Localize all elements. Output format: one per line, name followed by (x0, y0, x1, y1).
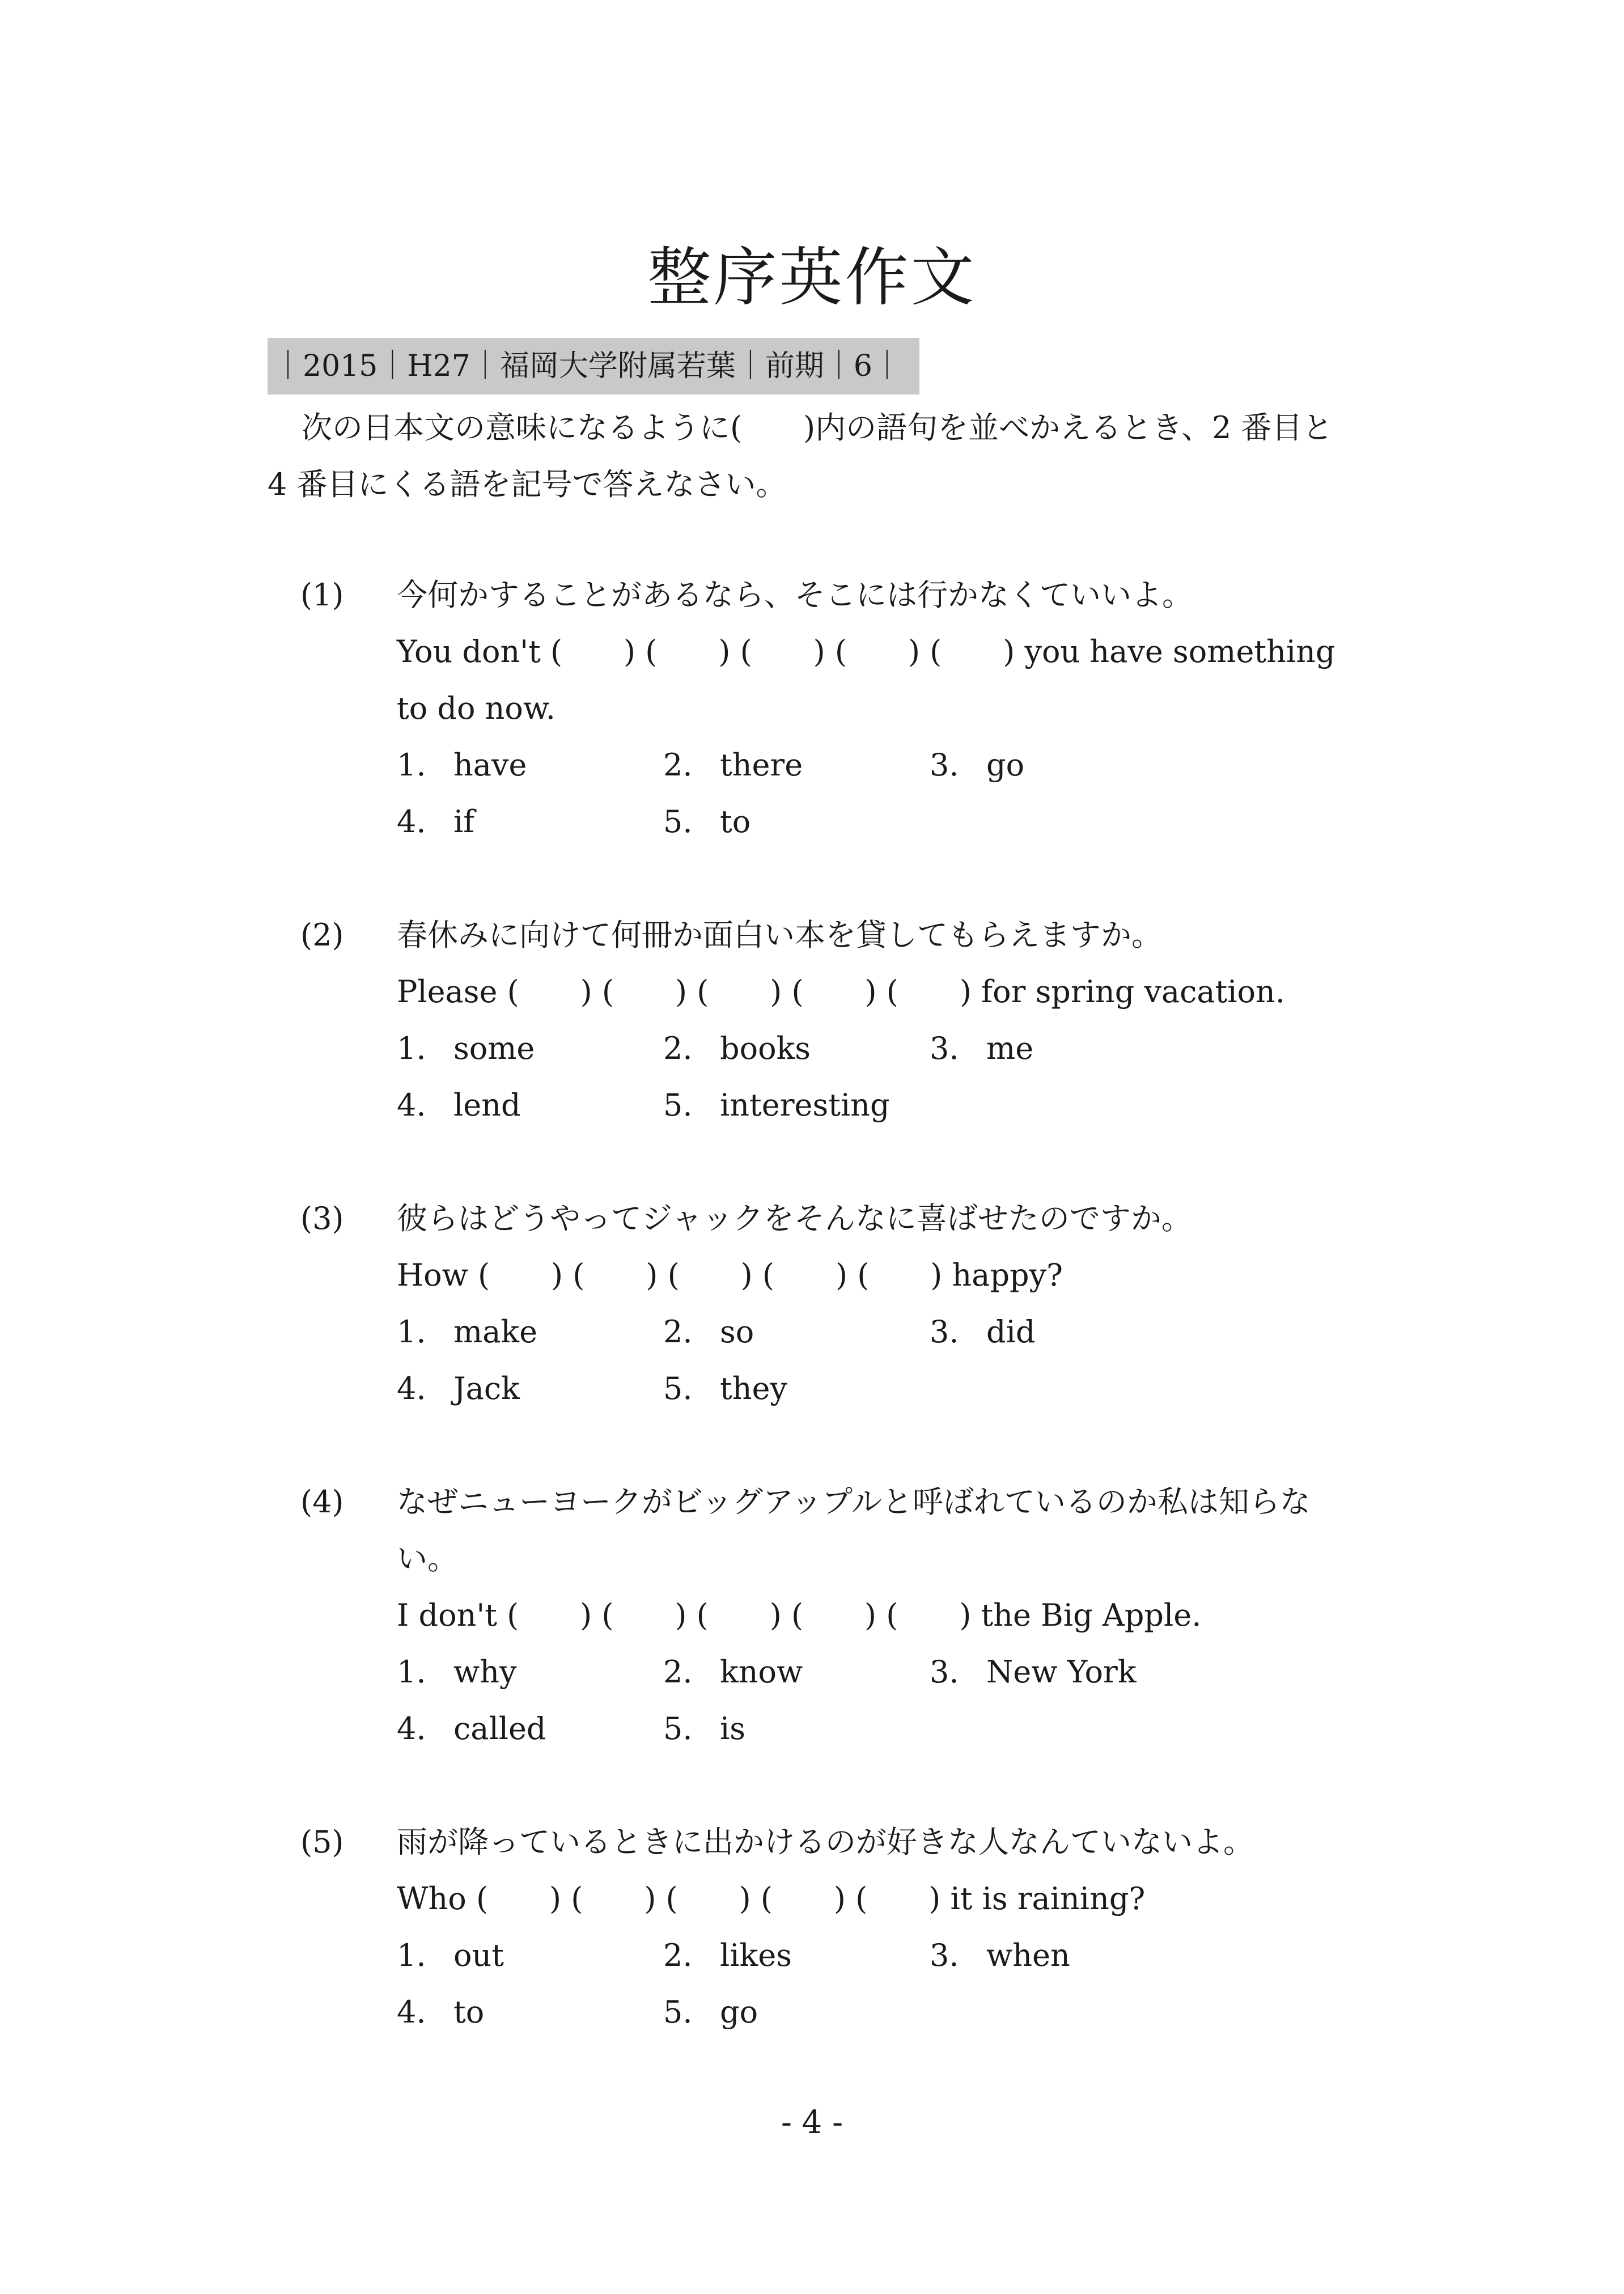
choice-word: interesting (720, 1087, 890, 1123)
choice-item (397, 1927, 663, 1984)
choice-item (663, 1020, 930, 1077)
question-english: Who ( ) ( ) ( ) ( ) ( ) it is raining? (397, 1881, 1146, 1916)
choice-number: 5. (663, 1371, 693, 1406)
question-japanese: 今何かすることがあるなら、そこには行かなくていいよ。 (397, 577, 1193, 613)
question-english: You don't ( ) ( ) ( ) ( ) ( ) you have something to do now. (397, 634, 1345, 726)
choice-number: 3. (930, 1654, 959, 1690)
choice-item (397, 1644, 663, 1701)
choice-number: 1. (397, 747, 426, 783)
choice-item (663, 1644, 930, 1701)
choice-word: out (453, 1937, 504, 1973)
choice-number: 1. (397, 1031, 426, 1066)
choice-item (663, 794, 930, 850)
choice-number: 4. (397, 1371, 426, 1406)
choice-word: so (720, 1314, 754, 1350)
choice-item (930, 1927, 1196, 1984)
choice-number: 2. (663, 1654, 693, 1690)
choice-item (663, 1304, 930, 1360)
choice-word: lend (453, 1087, 521, 1123)
choice-item (397, 1701, 663, 1757)
choice-word: know (720, 1654, 803, 1690)
choice-word: go (986, 747, 1025, 783)
choice-word: did (986, 1314, 1036, 1350)
choice-item (663, 737, 930, 794)
choice-number: 1. (397, 1654, 426, 1690)
question-number: (3) (300, 1201, 344, 1236)
choice-word: to (453, 1994, 485, 2030)
choice-number: 2. (663, 1031, 693, 1066)
choice-number: 4. (397, 1087, 426, 1123)
instructions-line-1: 次の日本文の意味になるように( )内の語句を並べかえるとき、2 番目と (302, 410, 1333, 446)
choice-number: 5. (663, 1711, 693, 1746)
choice-number: 2. (663, 747, 693, 783)
choice-item (397, 1304, 663, 1360)
question-number: (5) (300, 1824, 344, 1860)
choice-number: 5. (663, 804, 693, 839)
choice-number: 4. (397, 804, 426, 839)
choice-word: make (453, 1314, 538, 1350)
choice-word: called (453, 1711, 546, 1746)
choice-number: 2. (663, 1314, 693, 1350)
choice-item (930, 1304, 1196, 1360)
choice-item (397, 1360, 663, 1417)
choice-number: 5. (663, 1087, 693, 1123)
choice-item (663, 1360, 930, 1417)
choice-number: 3. (930, 747, 959, 783)
choice-word: likes (720, 1937, 792, 1973)
choice-item (397, 794, 663, 850)
choice-item (397, 1984, 663, 2041)
page-number: - 4 - (781, 2104, 843, 2141)
choice-list (397, 1927, 1360, 2041)
choice-word: is (720, 1711, 745, 1746)
choice-item (397, 1077, 663, 1134)
choice-word: to (720, 804, 751, 839)
choice-item (663, 1927, 930, 1984)
question-number: (4) (300, 1484, 344, 1520)
choice-word: if (453, 804, 475, 839)
choice-item (397, 737, 663, 794)
choice-number: 2. (663, 1937, 693, 1973)
question-number: (2) (300, 917, 344, 953)
choice-item (930, 737, 1196, 794)
choice-list (397, 1020, 1360, 1134)
choice-list (397, 1304, 1360, 1417)
question-japanese: 春休みに向けて何冊か面白い本を貸してもらえますか。 (397, 917, 1162, 953)
question-japanese: なぜニューヨークがビッグアップルと呼ばれているのか私は知らない。 (397, 1484, 1311, 1576)
choice-number: 1. (397, 1314, 426, 1350)
source-tag: ｜2015｜H27｜福岡大学附属若葉｜前期｜6｜ (268, 338, 919, 395)
choice-list (397, 1644, 1360, 1757)
question-english: I don't ( ) ( ) ( ) ( ) ( ) the Big Apple. (397, 1597, 1202, 1633)
choice-item (663, 1984, 930, 2041)
choice-number: 3. (930, 1314, 959, 1350)
question-number: (1) (300, 577, 344, 613)
choice-item (663, 1701, 930, 1757)
choice-number: 3. (930, 1937, 959, 1973)
choice-word: some (453, 1031, 535, 1066)
question-english: Please ( ) ( ) ( ) ( ) ( ) for spring vacation. (397, 974, 1286, 1010)
choice-number: 3. (930, 1031, 959, 1066)
page-title: 整序英作文 (647, 241, 977, 315)
choice-number: 4. (397, 1994, 426, 2030)
choice-word: Jack (453, 1371, 520, 1406)
choice-word: go (720, 1994, 758, 2030)
choice-word: there (720, 747, 803, 783)
choice-item (930, 1020, 1196, 1077)
choice-item (930, 1644, 1196, 1701)
instructions (268, 400, 1367, 513)
question-japanese: 彼らはどうやってジャックをそんなに喜ばせたのですか。 (397, 1201, 1192, 1236)
question-english: How ( ) ( ) ( ) ( ) ( ) happy? (397, 1257, 1063, 1293)
choice-number: 4. (397, 1711, 426, 1746)
choice-list (397, 737, 1360, 850)
choice-word: when (986, 1937, 1070, 1973)
choice-number: 5. (663, 1994, 693, 2030)
choice-word: me (986, 1031, 1034, 1066)
choice-item (397, 1020, 663, 1077)
choice-word: books (720, 1031, 811, 1066)
choice-word: they (720, 1371, 787, 1406)
choice-word: have (453, 747, 527, 783)
choice-word: New York (986, 1654, 1137, 1690)
choice-number: 1. (397, 1937, 426, 1973)
choice-word: why (453, 1654, 517, 1690)
question-japanese: 雨が降っているときに出かけるのが好きな人なんていないよ。 (397, 1824, 1254, 1860)
instructions-line-2: 4 番目にくる語を記号で答えなさい。 (268, 467, 787, 502)
choice-item (663, 1077, 930, 1134)
